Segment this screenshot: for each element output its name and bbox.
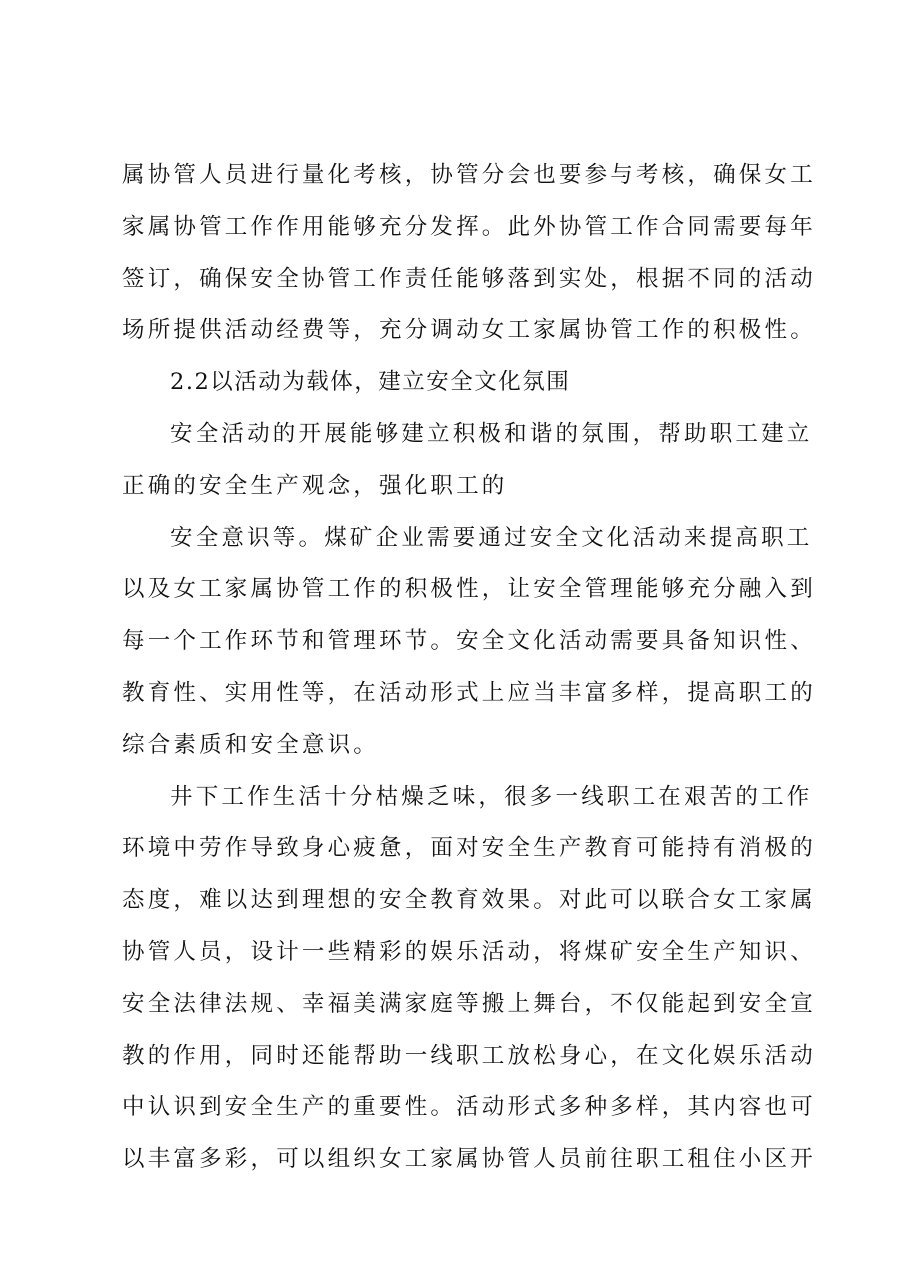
text-line: 教的作用，同时还能帮助一线职工放松身心，在文化娱乐活动 [122,1042,816,1069]
section-heading: 2.2以活动为载体，建立安全文化氛围 [170,369,571,396]
text-line: 以丰富多彩，可以组织女工家属协管人员前往职工租住小区开 [122,1146,816,1173]
body-text [122,150,816,1186]
text-line: 安全意识等。煤矿企业需要通过安全文化活动来提高职工 [170,524,813,551]
text-line: 签订，确保安全协管工作责任能够落到实处，根据不同的活动 [122,265,816,292]
text-line: 属协管人员进行量化考核，协管分会也要参与考核，确保女工 [122,162,816,188]
text-line: 环境中劳作导致身心疲惫，面对安全生产教育可能持有消极的 [122,835,816,862]
text-line: 协管人员，设计一些精彩的娱乐活动，将煤矿安全生产知识、 [122,938,816,965]
text-line: 每一个工作环节和管理环节。安全文化活动需要具备知识性、 [122,628,816,655]
text-line: 教育性、实用性等，在活动形式上应当丰富多样，提高职工的 [122,679,816,706]
text-line: 正确的安全生产观念，强化职工的 [122,472,508,499]
text-line: 综合素质和安全意识。 [122,731,380,758]
text-line: 中认识到安全生产的重要性。活动形式多种多样，其内容也可 [122,1094,816,1121]
text-line: 安全法律法规、幸福美满家庭等搬上舞台，不仅能起到安全宣 [122,990,816,1017]
text-line: 场所提供活动经费等，充分调动女工家属协管工作的积极性。 [122,317,816,344]
text-line: 以及女工家属协管工作的积极性，让安全管理能够充分融入到 [122,576,816,603]
text-line: 态度，难以达到理想的安全教育效果。对此可以联合女工家属 [122,887,816,914]
text-line: 安全活动的开展能够建立积极和谐的氛围，帮助职工建立 [170,420,813,447]
text-line: 家属协管工作作用能够充分发挥。此外协管工作合同需要每年 [122,213,816,240]
text-line: 井下工作生活十分枯燥乏味，很多一线职工在艰苦的工作 [170,783,813,810]
